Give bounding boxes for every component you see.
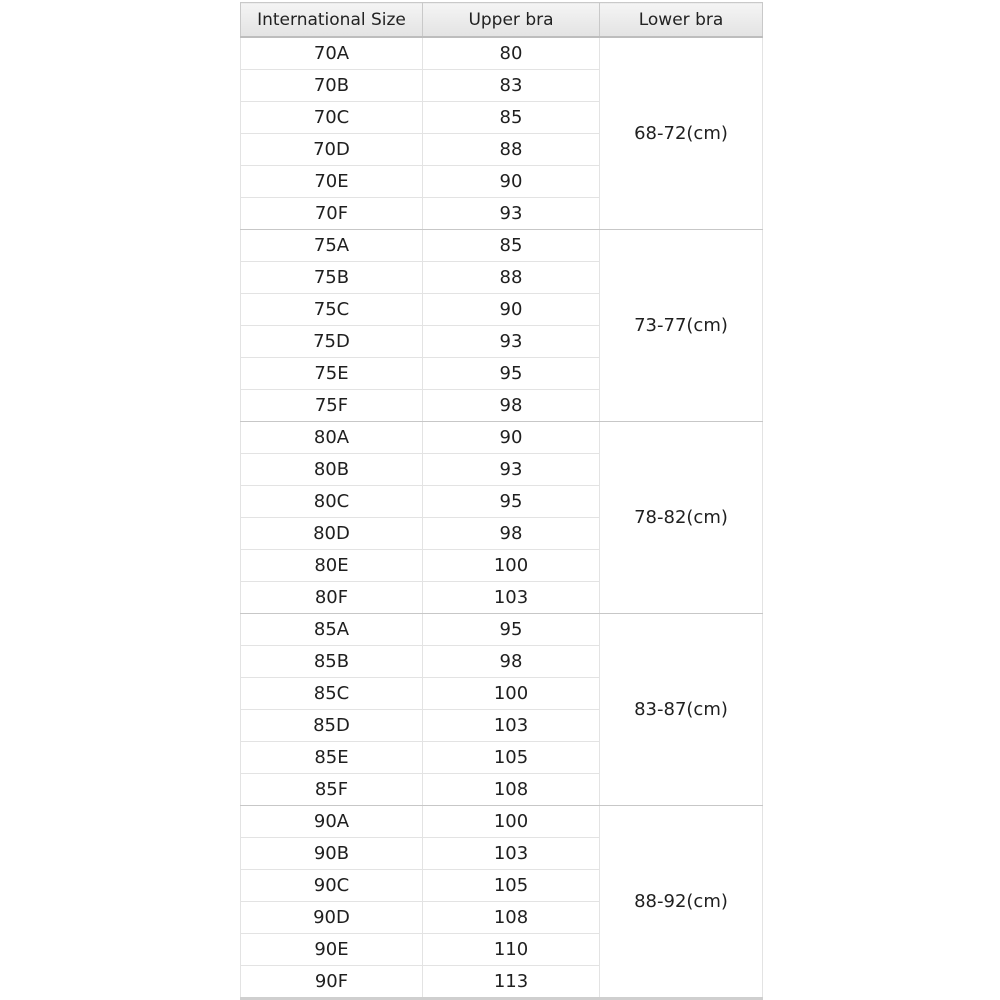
upper-bra-cell: 103 xyxy=(423,582,600,614)
table-row xyxy=(241,230,763,262)
upper-bra-cell: 85 xyxy=(423,230,600,262)
size-cell: 85D xyxy=(241,710,423,742)
size-cell: 75B xyxy=(241,262,423,294)
table-row xyxy=(241,37,763,70)
upper-bra-cell: 95 xyxy=(423,486,600,518)
upper-bra-cell: 110 xyxy=(423,934,600,966)
upper-bra-cell: 95 xyxy=(423,614,600,646)
size-cell: 85F xyxy=(241,774,423,806)
size-cell: 75A xyxy=(241,230,423,262)
size-cell: 75C xyxy=(241,294,423,326)
size-chart-table xyxy=(240,2,763,1000)
upper-bra-cell: 83 xyxy=(423,70,600,102)
size-cell: 90A xyxy=(241,806,423,838)
size-cell: 70C xyxy=(241,102,423,134)
size-cell: 85E xyxy=(241,742,423,774)
size-group-70 xyxy=(241,37,763,230)
upper-bra-cell: 90 xyxy=(423,166,600,198)
table-row xyxy=(241,806,763,838)
header-international-size: International Size xyxy=(241,3,423,38)
size-group-85 xyxy=(241,614,763,806)
size-cell: 85A xyxy=(241,614,423,646)
upper-bra-cell: 90 xyxy=(423,422,600,454)
upper-bra-cell: 103 xyxy=(423,838,600,870)
size-cell: 80F xyxy=(241,582,423,614)
upper-bra-cell: 103 xyxy=(423,710,600,742)
upper-bra-cell: 98 xyxy=(423,646,600,678)
upper-bra-cell: 90 xyxy=(423,294,600,326)
upper-bra-cell: 95 xyxy=(423,358,600,390)
size-cell: 70E xyxy=(241,166,423,198)
size-cell: 90D xyxy=(241,902,423,934)
upper-bra-cell: 80 xyxy=(423,37,600,70)
size-cell: 90B xyxy=(241,838,423,870)
size-cell: 80A xyxy=(241,422,423,454)
upper-bra-cell: 100 xyxy=(423,806,600,838)
size-group-75 xyxy=(241,230,763,422)
size-cell: 90E xyxy=(241,934,423,966)
size-cell: 70B xyxy=(241,70,423,102)
lower-bra-cell: 88-92(cm) xyxy=(600,806,763,999)
size-cell: 75E xyxy=(241,358,423,390)
upper-bra-cell: 100 xyxy=(423,550,600,582)
lower-bra-cell: 78-82(cm) xyxy=(600,422,763,614)
size-cell: 75D xyxy=(241,326,423,358)
upper-bra-cell: 98 xyxy=(423,390,600,422)
upper-bra-cell: 88 xyxy=(423,262,600,294)
size-cell: 70A xyxy=(241,37,423,70)
upper-bra-cell: 108 xyxy=(423,774,600,806)
table-header xyxy=(241,3,763,38)
size-cell: 80B xyxy=(241,454,423,486)
lower-bra-cell: 83-87(cm) xyxy=(600,614,763,806)
table-row xyxy=(241,614,763,646)
upper-bra-cell: 93 xyxy=(423,454,600,486)
upper-bra-cell: 108 xyxy=(423,902,600,934)
header-row xyxy=(241,3,763,38)
size-cell: 85B xyxy=(241,646,423,678)
header-lower-bra: Lower bra xyxy=(600,3,763,38)
size-cell: 75F xyxy=(241,390,423,422)
upper-bra-cell: 88 xyxy=(423,134,600,166)
upper-bra-cell: 100 xyxy=(423,678,600,710)
header-upper-bra: Upper bra xyxy=(423,3,600,38)
size-cell: 80C xyxy=(241,486,423,518)
size-cell: 85C xyxy=(241,678,423,710)
size-group-80 xyxy=(241,422,763,614)
size-cell: 70F xyxy=(241,198,423,230)
upper-bra-cell: 105 xyxy=(423,870,600,902)
upper-bra-cell: 113 xyxy=(423,966,600,999)
upper-bra-cell: 85 xyxy=(423,102,600,134)
size-cell: 90C xyxy=(241,870,423,902)
lower-bra-cell: 73-77(cm) xyxy=(600,230,763,422)
size-cell: 70D xyxy=(241,134,423,166)
size-cell: 80E xyxy=(241,550,423,582)
size-cell: 80D xyxy=(241,518,423,550)
lower-bra-cell: 68-72(cm) xyxy=(600,37,763,230)
size-group-90 xyxy=(241,806,763,999)
size-cell: 90F xyxy=(241,966,423,999)
table-row xyxy=(241,422,763,454)
upper-bra-cell: 98 xyxy=(423,518,600,550)
upper-bra-cell: 93 xyxy=(423,198,600,230)
upper-bra-cell: 93 xyxy=(423,326,600,358)
upper-bra-cell: 105 xyxy=(423,742,600,774)
